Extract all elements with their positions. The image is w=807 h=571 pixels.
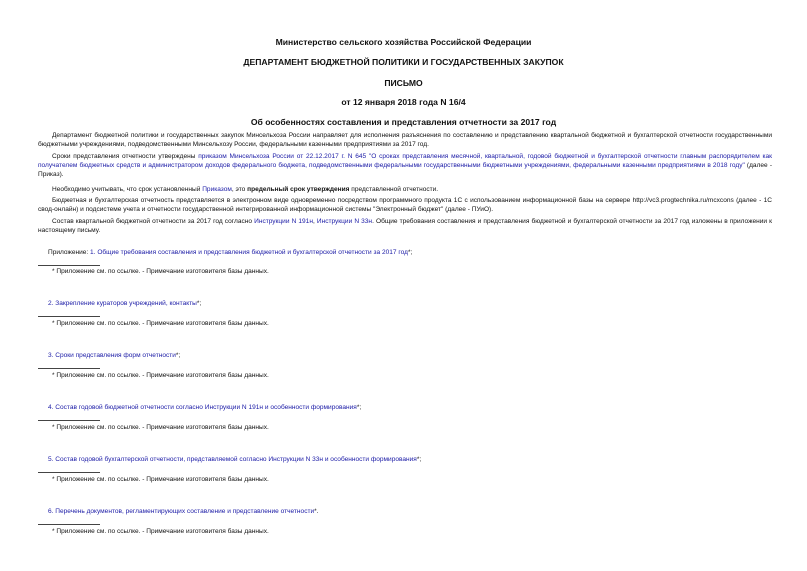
appendix-link-3[interactable]: 3. Сроки представления форм отчетности xyxy=(48,352,176,359)
appendix-suffix: *. xyxy=(314,508,319,515)
appendix-prefix: Приложение: xyxy=(48,249,91,256)
order-link[interactable]: Приказом xyxy=(202,186,232,193)
appendix-link-4[interactable]: 4. Состав годовой бюджетной отчетности согласно Инструкции N 191н и особенности формирования xyxy=(48,404,357,411)
document-type: ПИСЬМО xyxy=(384,78,423,88)
paragraph-composition-text-a: Состав квартальной бюджетной отчетности за 2017 год согласно xyxy=(52,218,255,225)
appendix-suffix: *; xyxy=(356,404,362,411)
appendix-item-1 xyxy=(48,249,412,256)
footnote-divider xyxy=(38,316,100,317)
footnote: * Приложение см. по ссылке. - Примечание изготовителя базы данных. xyxy=(52,372,269,379)
appendix-item-2 xyxy=(48,300,201,307)
paragraph-deadlines-text-b: (далее - Приказ). xyxy=(38,162,772,178)
footnote: * Приложение см. по ссылке. - Примечание изготовителя базы данных. xyxy=(52,424,269,431)
paragraph-note-text-c: представленной отчетности. xyxy=(349,186,439,193)
appendix-link-1[interactable]: 1. Общие требования составления и представления бюджетной и бухгалтерской отчетности за 2017 год xyxy=(90,249,408,256)
footnote-divider xyxy=(38,420,100,421)
link-separator: , xyxy=(312,218,317,225)
paragraph-composition-text-b: . Общие требования составления и представления бюджетной и бухгалтерской отчетности за 2017 год изложены в приложении к настоящему письму. xyxy=(38,218,772,234)
paragraph-deadlines-text-a: Сроки представления отчетности утверждены xyxy=(52,153,199,160)
footnote: * Приложение см. по ссылке. - Примечание изготовителя базы данных. xyxy=(52,268,269,275)
appendix-suffix: *; xyxy=(407,249,413,256)
footnote: * Приложение см. по ссылке. - Примечание изготовителя базы данных. xyxy=(52,476,269,483)
appendix-suffix: *; xyxy=(175,352,181,359)
footnote-divider xyxy=(38,265,100,266)
footnote: * Приложение см. по ссылке. - Примечание изготовителя базы данных. xyxy=(52,320,269,327)
order-645-link[interactable]: приказом Минсельхоза России от 22.12.2017 г. N 645 "О сроках представления месячной, квартальной, годовой бюджетной и бухгалтерской отчетности главным распорядителем как получателем бюджетных средств и администратором доходов федерального бюджета, подведомственными федеральными государственными бюджетными учреждениями, федеральными казенными предприятиями в 2018 году" xyxy=(38,153,772,169)
appendix-link-6[interactable]: 6. Перечень документов, регламентирующих составление и представление отчетности xyxy=(48,508,315,515)
department-title: ДЕПАРТАМЕНТ БЮДЖЕТНОЙ ПОЛИТИКИ И ГОСУДАРСТВЕННЫХ ЗАКУПОК xyxy=(243,57,564,67)
paragraph-deadlines xyxy=(38,152,772,179)
ministry-title: Министерство сельского хозяйства Российской Федерации xyxy=(275,37,532,47)
paragraph-deadline-note xyxy=(38,185,772,194)
document-date-number: от 12 января 2018 года N 16/4 xyxy=(341,97,466,107)
footnote-divider xyxy=(38,472,100,473)
appendix-link-5[interactable]: 5. Состав годовой бухгалтерской отчетности, представляемой согласно Инструкции N 33н и особенности формирования xyxy=(48,456,417,463)
appendix-link-2[interactable]: 2. Закрепление кураторов учреждений, контакты xyxy=(48,300,197,307)
paragraph-electronic-submission: Бюджетная и бухгалтерская отчетность представляется в электронном виде одновременно посредством программного продукта 1С с использованием информационной базы на сервере http://vc3.progtechnika.ru/mcxcons (далее - 1С свод-онлайн) и подсистеме учета и отчетности государственной интегрированной информационной системы "Электронный бюджет" (далее - ПУиО). xyxy=(38,197,772,213)
appendix-item-4 xyxy=(48,404,361,411)
instruction-191n-link[interactable]: Инструкции N 191н xyxy=(254,218,313,225)
paragraph-composition xyxy=(38,217,772,235)
footnote-divider xyxy=(38,524,100,525)
paragraph-note-text-a: Необходимо учитывать, что срок установленный xyxy=(52,186,203,193)
document-subject: Об особенностях составления и представления отчетности за 2017 год xyxy=(250,117,557,127)
footnote-divider xyxy=(38,368,100,369)
appendix-item-5 xyxy=(48,456,421,463)
paragraph-intro: Департамент бюджетной политики и государственных закупок Минсельхоза России направляет для исполнения разъяснения по составлению и представлению квартальной бюджетной и бухгалтерской отчетности государственными бюджетными учреждениями, подведомственными Минсельхозу России, федеральными казенными предприятиями за 2017 год. xyxy=(38,132,772,148)
deadline-emphasis: предельный срок утверждения xyxy=(247,186,350,193)
footnote: * Приложение см. по ссылке. - Примечание изготовителя базы данных. xyxy=(52,528,269,535)
appendix-item-3 xyxy=(48,352,180,359)
appendix-suffix: *; xyxy=(196,300,202,307)
instruction-33n-link[interactable]: Инструкции N 33н xyxy=(316,218,373,225)
paragraph-note-text-b: , это xyxy=(231,186,248,193)
appendix-suffix: *; xyxy=(416,456,422,463)
appendix-item-6 xyxy=(48,508,319,515)
